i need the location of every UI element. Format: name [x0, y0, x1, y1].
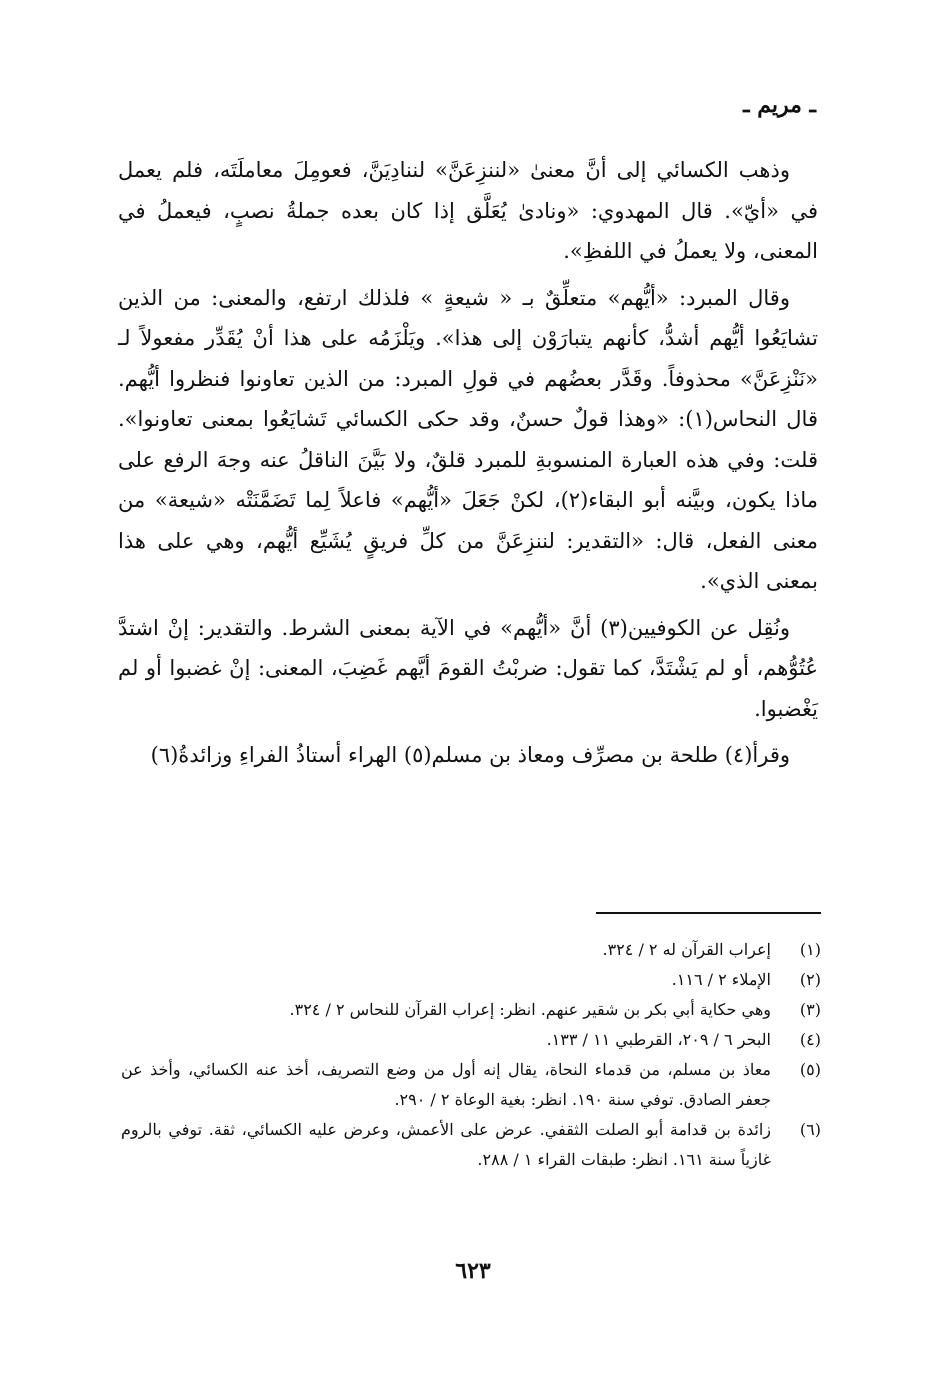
- footnotes: [121, 935, 821, 1175]
- main-text: [118, 150, 818, 782]
- footnote-text: معاذ بن مسلم، من قدماء النحاة، يقال إنه أول من وضع التصريف، أخذ عنه الكسائي، وأخذ عن جعفر الصادق. توفي سنة ١٩٠. انظر: بغية الوعاة ٢ / ٢٩٠.: [121, 1060, 771, 1109]
- footnote-6: [121, 1115, 821, 1175]
- footnote-1: [121, 935, 821, 965]
- footnote-text: الإملاء ٢ / ١١٦.: [671, 970, 771, 989]
- footnote-number: (٥): [799, 1060, 821, 1079]
- running-header: ـ مريم ـ: [743, 92, 816, 118]
- footnote-text: زائدة بن قدامة أبو الصلت الثقفي. عرض على الأعمش، وعرض عليه الكسائي، ثقة. توفي بالروم غازياً سنة ١٦١. انظر: طبقات القراء ١ / ٢٨٨.: [121, 1120, 771, 1169]
- footnote-number: (٣): [799, 1000, 821, 1019]
- footnote-number: (٤): [799, 1030, 821, 1049]
- footnote-5: [121, 1055, 821, 1115]
- footnote-text: إعراب القرآن له ٢ / ٣٢٤.: [602, 940, 771, 959]
- footnote-3: [121, 995, 821, 1025]
- paragraph-1: وذهب الكسائي إلى أنَّ معنىٰ «لننزِعَنَّ» لننادِيَنَّ، فعومِلَ معاملَتَه، فلم يعمل في «أيّ». قال المهدوي: «ونادىٰ يُعَلَّق إذا كان بعده جملةُ نصبٍ، فيعملُ في المعنى، ولا يعملُ في اللفظِ».: [118, 158, 818, 263]
- footnote-number: (١): [799, 940, 821, 959]
- paragraph-4: وقرأ(٤) طلحة بن مصرِّف ومعاذ بن مسلم(٥) الهراء أستاذُ الفراءِ وزائدةُ(٦): [150, 743, 790, 767]
- footnote-text: البحر ٦ / ٢٠٩، القرطبي ١١ / ١٣٣.: [546, 1030, 771, 1049]
- paragraph-3: ونُقِل عن الكوفيين(٣) أنَّ «أيُّهم» في الآية بمعنى الشرط. والتقدير: إنْ اشتدَّ عُتُوُّهم، أو لم يَشْتَدَّ، كما تقول: ضربْتُ القومَ أيَّهم غَضِبَ، المعنى: إنْ غضبوا أو لم يَغْضبوا.: [118, 615, 818, 721]
- paragraph-2: وقال المبرد: «أيُّهم» متعلِّقٌ بـ « شيعةٍ » فلذلك ارتفع، والمعنى: من الذين تشايَعُوا أيُّهم أشدُّ، كأنهم يتبارَوْن إلى هذا». ويَلْزَمُه على هذا أنْ يُقَدِّر مفعولاً لـ «نَنْزِعَنَّ» محذوفاً. وقَدَّر بعضُهم في قولِ المبرد: من الذين تعاونوا فنظروا أيُّهم. قال النحاس(١): «وهذا قولٌ حسنٌ، وقد حكى الكسائي تَشايَعُوا بمعنى تعاونوا». قلت: وفي هذه العبارة المنسوبةِ للمبرد قلقٌ، ولا بَيَّنَ الناقلُ عنه وجهَ الرفع على ماذا يكون، وبيَّنه أبو البقاء(٢)، لكنْ جَعَلَ «أيُّهم» فاعلاً لِما تَضَمَّنَتْه «شيعة» من معنى الفعل، قال: «التقدير: لننزِعَنَّ من كلِّ فريقٍ يُشَيِّع أيُّهم، وهي على هذا بمعنى الذي».: [118, 285, 818, 593]
- footnote-separator: [596, 912, 821, 914]
- footnote-2: [121, 965, 821, 995]
- footnote-number: (٢): [799, 970, 821, 989]
- page-number: ٦٢٣: [455, 1258, 491, 1284]
- footnote-number: (٦): [799, 1120, 821, 1139]
- footnote-4: [121, 1025, 821, 1055]
- footnote-text: وهي حكاية أبي بكر بن شقير عنهم. انظر: إعراب القرآن للنحاس ٢ / ٣٢٤.: [289, 1000, 771, 1019]
